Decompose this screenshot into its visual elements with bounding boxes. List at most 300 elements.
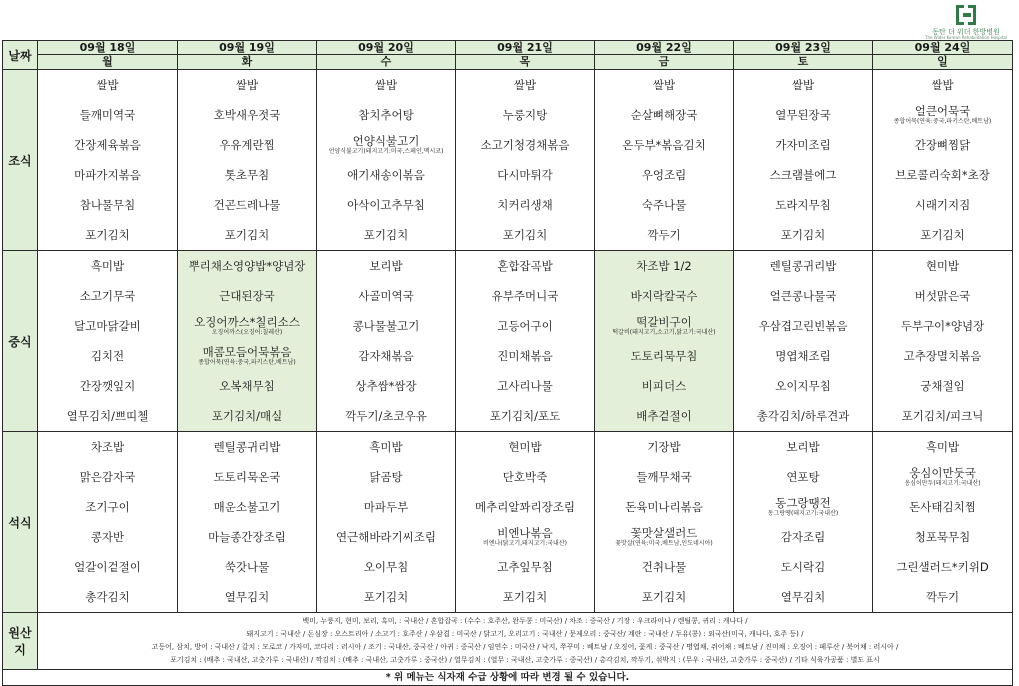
menu-item-name: 포기김치/포도 — [489, 408, 561, 423]
menu-item-name: 깍두기 — [925, 589, 960, 604]
menu-item-name: 포기김치 — [85, 227, 130, 242]
menu-item — [595, 582, 733, 612]
menu-item-name: 치커리생채 — [497, 197, 553, 212]
menu-item — [38, 432, 177, 462]
menu-item — [734, 70, 872, 100]
menu-item-name: 소고기청경채볶음 — [480, 137, 570, 152]
menu-item-name: 혼합잡곡밥 — [497, 258, 553, 273]
menu-item-name: 매운소불고기 — [213, 499, 281, 514]
menu-item-name: 오복채무침 — [219, 378, 275, 393]
menu-item-name: 열무된장국 — [775, 107, 831, 122]
menu-item-name: 뿌리채소영양밥*양념장 — [188, 258, 306, 273]
menu-item — [178, 582, 316, 612]
menu-item-name: 명엽채조림 — [775, 348, 831, 363]
menu-item-name: 시래기지짐 — [914, 197, 971, 212]
menu-item-name: 쑥갓나물 — [224, 559, 270, 574]
menu-item-name: 두부구이*양념장 — [900, 318, 985, 333]
menu-item — [734, 522, 872, 552]
menu-item — [178, 220, 316, 250]
menu-item — [873, 401, 1012, 431]
menu-item — [178, 190, 316, 220]
day-weekday: 토 — [734, 55, 873, 70]
meal-cell — [456, 432, 595, 613]
menu-item — [317, 462, 455, 492]
origin-line: 포기김치 : (배추 : 국내산, 고춧가루 : 국내산) / 깍김치 : (배추 : 국내산, 고춧가루 : 중국산) / 열무김치 : (열무 : 국내산, 고춧가루 : 중국산) / 총각김치, 깍두기, 섞박지 : (무우 : 국내산, 고춧가루 : 중국산) / 기타 식육가공품 : 별도 표시 — [170, 656, 880, 664]
menu-item-name: 포기김치/피크닉 — [901, 408, 984, 423]
menu-item-name: 상추쌈*쌈장 — [355, 378, 417, 393]
menu-item-name: 유부주머니국 — [491, 288, 559, 303]
menu-item-name: 오이무침 — [363, 559, 409, 574]
menu-item-name: 포기김치 — [363, 227, 409, 242]
origin-label: 원산지 — [3, 613, 38, 670]
menu-item-name: 기장밥 — [647, 439, 681, 454]
menu-item — [595, 220, 733, 250]
menu-item-name: 바지락칼국수 — [630, 288, 698, 303]
menu-item-name: 현미밥 — [508, 439, 542, 454]
origin-line: 돼지고기 : 국내산 / 돈심장 : 오스트리아 / 소고기 : 호주산 / 우삼겹 : 미국산 / 닭고기, 오리고기 : 국내산 / 문제오리 : 중국산/ 계란 : 국내산 / 두유(콩) : 외국산(미국, 캐나다, 호주 등) / — [246, 630, 804, 638]
menu-list — [38, 432, 177, 612]
menu-item — [178, 281, 316, 311]
menu-item-name: 고사리나물 — [497, 378, 553, 393]
menu-item-name: 현미밥 — [925, 258, 960, 273]
menu-item — [317, 522, 455, 552]
menu-item-name: 연근해바라기씨조림 — [336, 529, 436, 544]
meal-cell — [595, 432, 734, 613]
menu-item-name: 도토리묵무침 — [630, 348, 698, 363]
menu-item — [317, 100, 455, 130]
menu-item — [456, 552, 594, 582]
menu-item-name: 마늘종간장조림 — [208, 529, 286, 544]
menu-item — [873, 552, 1012, 582]
meal-cell — [734, 70, 873, 251]
menu-item-name: 고추잎무침 — [497, 559, 553, 574]
menu-item — [317, 552, 455, 582]
menu-item-name: 비엔나볶음 — [497, 526, 553, 540]
menu-item — [456, 371, 594, 401]
menu-item-name: 쌀밥 — [235, 77, 259, 92]
menu-item-name: 달고마닭갈비 — [74, 318, 141, 333]
menu-item-name: 꽃맛살샐러드 — [630, 526, 698, 540]
menu-item-name: 언양식불고기 — [352, 134, 420, 148]
menu-item — [595, 160, 733, 190]
menu-item — [317, 432, 455, 462]
menu-change-notice: * 위 메뉴는 식자재 수급 상황에 따라 변경 될 수 있습니다. — [3, 670, 1013, 686]
menu-item-name: 마파두부 — [363, 499, 409, 514]
menu-list — [595, 432, 733, 612]
menu-item-name: 포기김치 — [502, 227, 548, 242]
menu-item — [873, 190, 1012, 220]
menu-item-name: 떡갈비구이 — [636, 315, 692, 329]
menu-item-name: 마파가지볶음 — [74, 167, 141, 182]
meal-label: 중식 — [3, 251, 38, 432]
day-weekday: 수 — [317, 55, 456, 70]
menu-item-name: 청포묵무침 — [914, 529, 971, 544]
menu-item-name: 가자미조림 — [775, 137, 831, 152]
menu-item-name: 열무김치 — [780, 589, 826, 604]
menu-item — [317, 311, 455, 341]
menu-item-name: 흑미밥 — [369, 439, 403, 454]
menu-item-name: 간장깻잎지 — [79, 378, 136, 393]
menu-item-name: 깍두기 — [647, 227, 681, 242]
menu-item — [734, 281, 872, 311]
menu-item-name: 쌀밥 — [374, 77, 398, 92]
meal-cell — [873, 251, 1013, 432]
meal-cell — [595, 70, 734, 251]
menu-item-name: 쌀밥 — [931, 77, 954, 92]
menu-item — [456, 130, 594, 160]
menu-item-name: 쌀밥 — [791, 77, 815, 92]
menu-item — [178, 100, 316, 130]
menu-item — [178, 401, 316, 431]
menu-item — [456, 522, 594, 552]
menu-item-name: 진미채볶음 — [497, 348, 553, 363]
menu-item-name: 차조밥 1/2 — [636, 258, 692, 273]
menu-item — [734, 160, 872, 190]
menu-item — [595, 130, 733, 160]
menu-item-name: 열무김치/쁘띠첼 — [66, 408, 149, 423]
meal-cell — [38, 251, 178, 432]
menu-item — [734, 190, 872, 220]
menu-list — [456, 432, 594, 612]
menu-item-origin-note: 동그랑땡(돼지고기:국내산) — [767, 510, 839, 517]
menu-item — [595, 462, 733, 492]
menu-item-name: 근대된장국 — [219, 288, 275, 303]
menu-item-name: 아삭이고추무침 — [347, 197, 425, 212]
menu-item — [38, 160, 177, 190]
menu-item-name: 조기구이 — [85, 499, 130, 514]
menu-item-name: 스크램블에그 — [769, 167, 837, 182]
menu-item-name: 우유계란찜 — [219, 137, 275, 152]
menu-item — [595, 341, 733, 371]
day-date: 09월 18일 — [38, 41, 178, 55]
meal-cell — [595, 251, 734, 432]
menu-item-name: 맑은감자국 — [79, 469, 136, 484]
menu-item — [317, 160, 455, 190]
footnote-row — [3, 670, 1013, 686]
menu-item — [734, 251, 872, 281]
menu-item-name: 메추리알꽈리장조림 — [475, 499, 575, 514]
menu-item — [38, 100, 177, 130]
menu-item — [734, 311, 872, 341]
menu-item — [178, 341, 316, 371]
menu-item — [734, 341, 872, 371]
menu-item-name: 보리밥 — [369, 258, 403, 273]
menu-item — [317, 281, 455, 311]
menu-item — [873, 462, 1012, 492]
menu-item-name: 오징어까스*칠리소스 — [194, 315, 300, 329]
menu-item-name: 보리밥 — [786, 439, 820, 454]
menu-item — [456, 582, 594, 612]
menu-item-name: 건취나물 — [641, 559, 687, 574]
menu-list — [595, 70, 733, 250]
menu-item — [734, 220, 872, 250]
menu-item-name: 포기김치 — [920, 227, 965, 242]
meal-cell — [38, 432, 178, 613]
menu-item — [38, 220, 177, 250]
menu-item — [317, 492, 455, 522]
menu-item-origin-note: 옹심이만두(돼지고기:국내산) — [904, 480, 981, 487]
menu-item — [456, 462, 594, 492]
meal-cell — [317, 251, 456, 432]
menu-item-name: 누룽지탕 — [502, 107, 548, 122]
menu-item-name: 콩나물불고기 — [352, 318, 420, 333]
menu-item — [873, 100, 1012, 130]
menu-item — [317, 582, 455, 612]
menu-item — [38, 311, 177, 341]
menu-item — [317, 190, 455, 220]
menu-item-name: 비피더스 — [641, 378, 687, 393]
menu-item — [595, 432, 733, 462]
menu-item — [178, 462, 316, 492]
menu-item-name: 배추겉절이 — [636, 408, 692, 423]
menu-item — [873, 582, 1012, 612]
meal-label: 석식 — [3, 432, 38, 613]
menu-item — [178, 311, 316, 341]
date-label: 날짜 — [3, 41, 38, 70]
menu-item-name: 다시마튀각 — [497, 167, 553, 182]
meal-cell — [456, 251, 595, 432]
menu-item — [595, 100, 733, 130]
menu-list — [734, 70, 872, 250]
menu-list — [456, 70, 594, 250]
weekday-row — [3, 55, 1013, 70]
menu-item — [38, 341, 177, 371]
menu-item — [595, 552, 733, 582]
menu-item — [317, 130, 455, 160]
meal-cell — [873, 70, 1013, 251]
menu-item-origin-note: 오징어까스(오징어:칠레산) — [211, 329, 283, 336]
menu-item-name: 버섯맑은국 — [914, 288, 971, 303]
menu-item-name: 얼갈이겉절이 — [74, 559, 141, 574]
menu-item — [38, 522, 177, 552]
menu-item — [178, 160, 316, 190]
menu-item — [873, 371, 1012, 401]
day-date: 09월 21일 — [456, 41, 595, 55]
menu-item — [595, 281, 733, 311]
menu-item-name: 동그랑땡전 — [775, 496, 831, 510]
menu-item-name: 들깨무채국 — [636, 469, 692, 484]
menu-item — [456, 311, 594, 341]
menu-list — [734, 251, 872, 431]
menu-item-name: 닭곰탕 — [369, 469, 403, 484]
menu-item-name: 연포탕 — [786, 469, 820, 484]
menu-item — [38, 582, 177, 612]
menu-item — [178, 492, 316, 522]
menu-item — [178, 371, 316, 401]
weekly-menu-table — [2, 40, 1013, 686]
menu-item-name: 깍두기/초코우유 — [345, 408, 427, 423]
menu-item-name: 온두부*볶음김치 — [622, 137, 706, 152]
menu-item-name: 순살뼈해장국 — [630, 107, 698, 122]
meal-cell — [178, 251, 317, 432]
meal-cell — [456, 70, 595, 251]
menu-item — [456, 492, 594, 522]
menu-item-name: 렌틸콩귀리밥 — [769, 258, 837, 273]
menu-item-name: 돈사태김치찜 — [909, 499, 976, 514]
menu-item-origin-note: 종합어묵(연육:중국,파키스탄,베트남) — [893, 118, 992, 125]
menu-item-name: 들깨미역국 — [79, 107, 136, 122]
menu-list — [595, 251, 733, 431]
menu-item — [317, 371, 455, 401]
menu-item-name: 도토리묵온국 — [213, 469, 281, 484]
menu-item — [456, 70, 594, 100]
menu-item-name: 단호박죽 — [502, 469, 548, 484]
menu-item-name: 오이지무침 — [775, 378, 831, 393]
menu-item — [178, 522, 316, 552]
day-weekday: 월 — [38, 55, 178, 70]
menu-item-name: 얼큰콩나물국 — [769, 288, 837, 303]
menu-item-name: 도시락김 — [780, 559, 826, 574]
origin-line: 백미, 누룽지, 현미, 보리, 흑미, : 국내산 / 혼합잡곡 : (수수 : 호주산, 완두콩 : 미국산) / 차조 : 중국산 / 기장 : 우크라이나 / 렌틸콩, 귀리 : 캐나다 / — [302, 617, 748, 625]
menu-item-name: 포기김치 — [641, 589, 687, 604]
menu-item — [873, 281, 1012, 311]
menu-item-name: 웅심이만둣국 — [909, 466, 976, 480]
menu-item — [734, 371, 872, 401]
menu-item-name: 고등어구이 — [497, 318, 553, 333]
menu-item — [873, 70, 1012, 100]
menu-list — [873, 70, 1012, 250]
menu-item-name: 콩자반 — [90, 529, 125, 544]
menu-item — [178, 130, 316, 160]
menu-item — [873, 160, 1012, 190]
menu-item — [317, 220, 455, 250]
menu-item — [38, 462, 177, 492]
menu-item-name: 고추장멸치볶음 — [903, 348, 982, 363]
menu-item-name: 열무김치 — [224, 589, 270, 604]
menu-item-name: 쌀밥 — [513, 77, 537, 92]
menu-item — [456, 251, 594, 281]
menu-item — [456, 220, 594, 250]
menu-item — [456, 281, 594, 311]
menu-item-name: 매콤모듬어묵볶음 — [202, 345, 292, 359]
menu-item — [734, 552, 872, 582]
menu-item-name: 포기김치/매실 — [211, 408, 283, 423]
menu-item — [38, 70, 177, 100]
menu-item-name: 우엉조림 — [641, 167, 687, 182]
menu-item-name: 돈육미나리볶음 — [625, 499, 703, 514]
menu-item-name: 간장뼈찜닭 — [914, 137, 971, 152]
menu-list — [38, 251, 177, 431]
menu-item — [873, 130, 1012, 160]
menu-list — [38, 70, 177, 250]
menu-item-name: 포기김치 — [502, 589, 548, 604]
menu-item-name: 쌀밥 — [652, 77, 676, 92]
menu-item-origin-note: 떡갈비(돼지고기,소고기,닭고기:국내산) — [612, 329, 716, 336]
menu-item — [595, 522, 733, 552]
day-date: 09월 19일 — [178, 41, 317, 55]
menu-item — [178, 70, 316, 100]
menu-item-name: 간장제육볶음 — [74, 137, 141, 152]
origin-info — [38, 613, 1013, 670]
menu-item — [456, 341, 594, 371]
menu-item — [873, 522, 1012, 552]
menu-item — [734, 130, 872, 160]
menu-list — [873, 432, 1012, 612]
menu-item-name: 포기김치 — [363, 589, 409, 604]
menu-item — [595, 371, 733, 401]
menu-item — [178, 432, 316, 462]
menu-item — [456, 432, 594, 462]
menu-item-name: 포기김치 — [224, 227, 270, 242]
menu-item-name: 애기새송이볶음 — [347, 167, 425, 182]
menu-item — [38, 281, 177, 311]
menu-item-origin-note: 언양식불고기(돼지고기:미국,스페인,멕시코) — [328, 148, 444, 155]
meal-row — [3, 432, 1013, 613]
menu-item — [317, 251, 455, 281]
meal-cell — [178, 70, 317, 251]
date-row — [3, 41, 1013, 55]
menu-item-name: 참나물무침 — [79, 197, 136, 212]
menu-item-name: 차조밥 — [90, 439, 125, 454]
menu-item — [734, 401, 872, 431]
menu-item — [38, 371, 177, 401]
menu-list — [178, 432, 316, 612]
menu-item — [456, 401, 594, 431]
menu-item-name: 쌀밥 — [96, 77, 119, 92]
meal-cell — [317, 70, 456, 251]
menu-list — [734, 432, 872, 612]
origin-line: 고등어, 삼치, 방어 : 국내산 / 갈치 : 모로코 / 가자미, 코다리 : 러시아 / 조기 : 국내산, 중국산 / 아귀 : 중국산 / 임연수 : 미국산 / 낙지, 쭈꾸미 : 베트남 / 오징어, 꽃게 : 중국산 / 명엽채, 쥐어채 : 베트남 / 진미채 : 오징어 : 페루산 / 북어채 : 러시아 / — [151, 643, 899, 651]
meal-cell — [38, 70, 178, 251]
menu-item — [595, 401, 733, 431]
day-date: 09월 23일 — [734, 41, 873, 55]
menu-item — [456, 100, 594, 130]
menu-item — [595, 311, 733, 341]
day-weekday: 금 — [595, 55, 734, 70]
menu-list — [317, 432, 455, 612]
menu-item — [38, 552, 177, 582]
menu-list — [178, 251, 316, 431]
menu-item-name: 총각김치/하루견과 — [756, 408, 850, 423]
menu-item — [873, 492, 1012, 522]
menu-item — [873, 251, 1012, 281]
menu-item — [873, 220, 1012, 250]
day-weekday: 일 — [873, 55, 1013, 70]
menu-item-name: 브로콜리숙회*초장 — [895, 167, 990, 182]
hospital-name: 동탄 더 위더 한방병원 — [932, 28, 1000, 36]
day-weekday: 목 — [456, 55, 595, 70]
menu-item — [873, 341, 1012, 371]
menu-item-name: 얼큰어묵국 — [914, 104, 971, 118]
menu-item — [38, 190, 177, 220]
menu-item-name: 사골미역국 — [358, 288, 414, 303]
menu-item — [873, 432, 1012, 462]
menu-item-name: 총각김치 — [85, 589, 130, 604]
menu-item-origin-note: 비엔나(닭고기,돼지고기:국내산) — [483, 540, 567, 547]
menu-item — [38, 130, 177, 160]
hospital-name-en: The Wider Korean Rehabilitation Hospital — [925, 35, 1007, 40]
menu-item — [595, 492, 733, 522]
menu-item — [38, 251, 177, 281]
menu-item-name: 우삼겹고린빈볶음 — [758, 318, 848, 333]
menu-item-name: 참치추어탕 — [358, 107, 414, 122]
menu-item-name: 호박새우젓국 — [213, 107, 281, 122]
menu-item-name: 톳초무침 — [224, 167, 270, 182]
meal-row — [3, 70, 1013, 251]
hospital-logo-icon — [956, 5, 976, 25]
menu-item — [178, 552, 316, 582]
meal-cell — [178, 432, 317, 613]
menu-item — [734, 492, 872, 522]
menu-item-name: 포기김치 — [780, 227, 826, 242]
meal-row — [3, 251, 1013, 432]
menu-item — [734, 100, 872, 130]
meal-cell — [873, 432, 1013, 613]
hospital-logo — [918, 4, 1014, 40]
meal-cell — [734, 432, 873, 613]
menu-item — [595, 190, 733, 220]
day-date: 09월 24일 — [873, 41, 1013, 55]
